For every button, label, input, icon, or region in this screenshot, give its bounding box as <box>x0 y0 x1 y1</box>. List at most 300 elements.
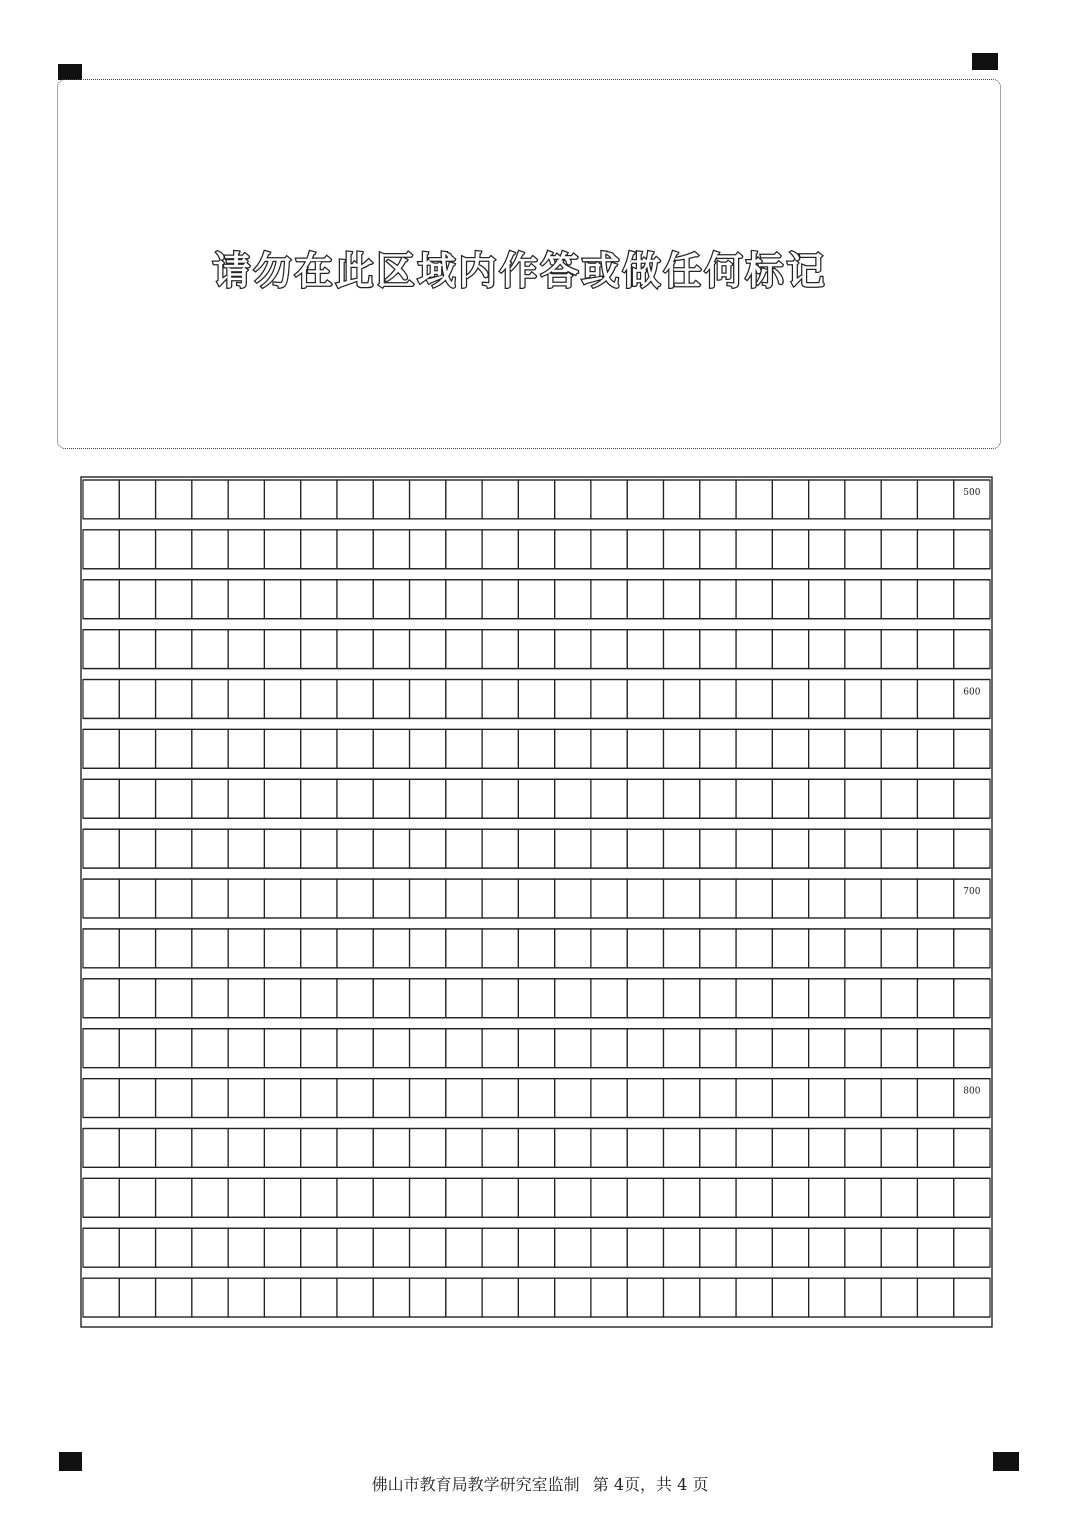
grid-cell[interactable] <box>555 1128 591 1167</box>
grid-cell[interactable] <box>482 1128 518 1167</box>
grid-cell[interactable] <box>809 530 845 569</box>
grid-cell[interactable] <box>228 1029 264 1068</box>
grid-cell[interactable] <box>591 1228 627 1267</box>
grid-cell[interactable] <box>192 729 228 768</box>
grid-cell[interactable] <box>772 1079 808 1118</box>
grid-cell[interactable] <box>83 1079 119 1118</box>
grid-cell[interactable] <box>663 580 699 619</box>
grid-cell[interactable] <box>119 879 155 918</box>
grid-cell[interactable] <box>881 1079 917 1118</box>
grid-cell[interactable] <box>192 1178 228 1217</box>
grid-cell[interactable] <box>663 1029 699 1068</box>
grid-cell[interactable] <box>156 1178 192 1217</box>
grid-cell[interactable] <box>736 879 772 918</box>
grid-cell[interactable] <box>591 1178 627 1217</box>
grid-cell[interactable] <box>555 1278 591 1317</box>
grid-cell[interactable] <box>917 779 953 818</box>
grid-cell[interactable] <box>772 630 808 669</box>
grid-cell[interactable] <box>736 1128 772 1167</box>
grid-cell[interactable] <box>555 1029 591 1068</box>
grid-cell[interactable] <box>663 1278 699 1317</box>
grid-cell[interactable] <box>555 480 591 519</box>
grid-cell[interactable] <box>627 1128 663 1167</box>
grid-cell[interactable] <box>772 1128 808 1167</box>
grid-cell[interactable] <box>736 630 772 669</box>
grid-cell[interactable] <box>410 1178 446 1217</box>
grid-cell[interactable] <box>809 879 845 918</box>
grid-cell[interactable] <box>555 929 591 968</box>
grid-cell[interactable] <box>845 879 881 918</box>
grid-cell[interactable] <box>809 829 845 868</box>
grid-cell[interactable] <box>373 929 409 968</box>
grid-cell[interactable] <box>83 680 119 719</box>
grid-cell[interactable] <box>663 1079 699 1118</box>
grid-cell[interactable] <box>156 729 192 768</box>
grid-cell[interactable] <box>917 979 953 1018</box>
grid-cell[interactable] <box>83 929 119 968</box>
grid-cell[interactable] <box>736 1079 772 1118</box>
grid-cell[interactable] <box>337 879 373 918</box>
grid-cell[interactable] <box>337 1278 373 1317</box>
grid-cell[interactable] <box>482 580 518 619</box>
grid-cell[interactable] <box>917 1029 953 1068</box>
grid-cell[interactable] <box>700 1278 736 1317</box>
grid-cell[interactable] <box>700 1079 736 1118</box>
grid-cell[interactable] <box>228 729 264 768</box>
grid-cell[interactable] <box>119 1178 155 1217</box>
grid-cell[interactable] <box>809 979 845 1018</box>
grid-cell[interactable] <box>736 729 772 768</box>
grid-cell[interactable] <box>410 729 446 768</box>
grid-cell[interactable] <box>228 1278 264 1317</box>
grid-cell[interactable] <box>627 829 663 868</box>
grid-cell[interactable] <box>446 1029 482 1068</box>
grid-cell[interactable] <box>736 1029 772 1068</box>
grid-cell[interactable] <box>917 580 953 619</box>
grid-cell[interactable] <box>410 929 446 968</box>
grid-cell[interactable] <box>772 979 808 1018</box>
grid-cell[interactable] <box>663 480 699 519</box>
grid-cell[interactable] <box>700 580 736 619</box>
grid-cell[interactable] <box>337 979 373 1018</box>
grid-cell[interactable] <box>337 729 373 768</box>
grid-cell[interactable] <box>446 979 482 1018</box>
grid-cell[interactable] <box>119 829 155 868</box>
grid-cell[interactable] <box>954 480 990 519</box>
grid-cell[interactable] <box>917 1278 953 1317</box>
grid-cell[interactable] <box>156 779 192 818</box>
grid-cell[interactable] <box>482 1228 518 1267</box>
grid-cell[interactable] <box>591 929 627 968</box>
grid-cell[interactable] <box>301 580 337 619</box>
grid-cell[interactable] <box>591 729 627 768</box>
grid-cell[interactable] <box>954 729 990 768</box>
grid-cell[interactable] <box>156 1278 192 1317</box>
grid-cell[interactable] <box>301 829 337 868</box>
grid-cell[interactable] <box>446 630 482 669</box>
grid-cell[interactable] <box>736 1228 772 1267</box>
grid-cell[interactable] <box>809 729 845 768</box>
grid-cell[interactable] <box>337 829 373 868</box>
grid-cell[interactable] <box>482 480 518 519</box>
grid-cell[interactable] <box>627 630 663 669</box>
grid-cell[interactable] <box>917 630 953 669</box>
grid-cell[interactable] <box>627 530 663 569</box>
grid-cell[interactable] <box>736 779 772 818</box>
grid-cell[interactable] <box>337 630 373 669</box>
grid-cell[interactable] <box>410 979 446 1018</box>
grid-cell[interactable] <box>591 630 627 669</box>
grid-cell[interactable] <box>555 1178 591 1217</box>
grid-cell[interactable] <box>156 979 192 1018</box>
grid-cell[interactable] <box>337 1079 373 1118</box>
grid-cell[interactable] <box>301 929 337 968</box>
grid-cell[interactable] <box>83 879 119 918</box>
grid-cell[interactable] <box>809 680 845 719</box>
grid-cell[interactable] <box>373 829 409 868</box>
grid-cell[interactable] <box>555 879 591 918</box>
grid-cell[interactable] <box>192 580 228 619</box>
grid-cell[interactable] <box>83 779 119 818</box>
grid-cell[interactable] <box>736 1278 772 1317</box>
grid-cell[interactable] <box>156 530 192 569</box>
grid-cell[interactable] <box>83 1278 119 1317</box>
grid-cell[interactable] <box>772 580 808 619</box>
grid-cell[interactable] <box>301 779 337 818</box>
grid-cell[interactable] <box>663 979 699 1018</box>
grid-cell[interactable] <box>591 480 627 519</box>
grid-cell[interactable] <box>482 829 518 868</box>
grid-cell[interactable] <box>373 979 409 1018</box>
grid-cell[interactable] <box>301 1278 337 1317</box>
grid-cell[interactable] <box>881 979 917 1018</box>
grid-cell[interactable] <box>83 530 119 569</box>
grid-cell[interactable] <box>954 1029 990 1068</box>
grid-cell[interactable] <box>845 1128 881 1167</box>
grid-cell[interactable] <box>736 580 772 619</box>
grid-cell[interactable] <box>809 1178 845 1217</box>
grid-cell[interactable] <box>119 680 155 719</box>
grid-cell[interactable] <box>156 829 192 868</box>
grid-cell[interactable] <box>192 979 228 1018</box>
grid-cell[interactable] <box>591 1128 627 1167</box>
grid-cell[interactable] <box>301 879 337 918</box>
grid-cell[interactable] <box>192 1278 228 1317</box>
grid-cell[interactable] <box>119 979 155 1018</box>
grid-cell[interactable] <box>156 1228 192 1267</box>
grid-cell[interactable] <box>410 879 446 918</box>
grid-cell[interactable] <box>410 580 446 619</box>
grid-cell[interactable] <box>119 929 155 968</box>
grid-cell[interactable] <box>954 1128 990 1167</box>
grid-cell[interactable] <box>228 480 264 519</box>
grid-cell[interactable] <box>700 729 736 768</box>
grid-cell[interactable] <box>482 879 518 918</box>
grid-cell[interactable] <box>518 1029 554 1068</box>
grid-cell[interactable] <box>627 729 663 768</box>
grid-cell[interactable] <box>119 530 155 569</box>
grid-cell[interactable] <box>700 829 736 868</box>
grid-cell[interactable] <box>119 1228 155 1267</box>
grid-cell[interactable] <box>881 630 917 669</box>
grid-cell[interactable] <box>264 1079 300 1118</box>
grid-cell[interactable] <box>119 1278 155 1317</box>
grid-cell[interactable] <box>373 1029 409 1068</box>
grid-cell[interactable] <box>809 1128 845 1167</box>
grid-cell[interactable] <box>700 779 736 818</box>
grid-cell[interactable] <box>264 979 300 1018</box>
grid-cell[interactable] <box>264 1029 300 1068</box>
grid-cell[interactable] <box>627 1029 663 1068</box>
grid-cell[interactable] <box>809 580 845 619</box>
grid-cell[interactable] <box>591 779 627 818</box>
grid-cell[interactable] <box>228 829 264 868</box>
grid-cell[interactable] <box>264 1178 300 1217</box>
grid-cell[interactable] <box>373 1079 409 1118</box>
grid-cell[interactable] <box>83 1228 119 1267</box>
grid-cell[interactable] <box>228 879 264 918</box>
grid-cell[interactable] <box>809 1278 845 1317</box>
grid-cell[interactable] <box>700 929 736 968</box>
grid-cell[interactable] <box>373 779 409 818</box>
grid-cell[interactable] <box>881 929 917 968</box>
grid-cell[interactable] <box>555 630 591 669</box>
grid-cell[interactable] <box>373 1128 409 1167</box>
grid-cell[interactable] <box>446 1228 482 1267</box>
grid-cell[interactable] <box>555 729 591 768</box>
grid-cell[interactable] <box>809 1029 845 1068</box>
grid-cell[interactable] <box>555 530 591 569</box>
grid-cell[interactable] <box>482 1278 518 1317</box>
grid-cell[interactable] <box>482 779 518 818</box>
grid-cell[interactable] <box>881 580 917 619</box>
grid-cell[interactable] <box>700 1178 736 1217</box>
grid-cell[interactable] <box>700 1128 736 1167</box>
grid-cell[interactable] <box>881 530 917 569</box>
grid-cell[interactable] <box>881 1278 917 1317</box>
grid-cell[interactable] <box>591 580 627 619</box>
grid-cell[interactable] <box>627 929 663 968</box>
grid-cell[interactable] <box>83 630 119 669</box>
grid-cell[interactable] <box>700 1029 736 1068</box>
grid-cell[interactable] <box>663 530 699 569</box>
grid-cell[interactable] <box>119 729 155 768</box>
grid-cell[interactable] <box>192 680 228 719</box>
grid-cell[interactable] <box>228 1228 264 1267</box>
grid-cell[interactable] <box>736 480 772 519</box>
grid-cell[interactable] <box>663 829 699 868</box>
grid-cell[interactable] <box>337 1178 373 1217</box>
grid-cell[interactable] <box>518 729 554 768</box>
grid-cell[interactable] <box>845 729 881 768</box>
grid-cell[interactable] <box>954 879 990 918</box>
grid-cell[interactable] <box>917 1178 953 1217</box>
grid-cell[interactable] <box>264 1128 300 1167</box>
grid-cell[interactable] <box>518 779 554 818</box>
grid-cell[interactable] <box>700 680 736 719</box>
grid-cell[interactable] <box>518 979 554 1018</box>
grid-cell[interactable] <box>954 929 990 968</box>
grid-cell[interactable] <box>156 1029 192 1068</box>
grid-cell[interactable] <box>410 1128 446 1167</box>
grid-cell[interactable] <box>301 1228 337 1267</box>
grid-cell[interactable] <box>156 1079 192 1118</box>
grid-cell[interactable] <box>555 1228 591 1267</box>
grid-cell[interactable] <box>591 1029 627 1068</box>
grid-cell[interactable] <box>446 879 482 918</box>
grid-cell[interactable] <box>809 1079 845 1118</box>
grid-cell[interactable] <box>156 680 192 719</box>
grid-cell[interactable] <box>446 1278 482 1317</box>
grid-cell[interactable] <box>373 630 409 669</box>
grid-cell[interactable] <box>555 1079 591 1118</box>
grid-cell[interactable] <box>555 680 591 719</box>
grid-cell[interactable] <box>446 929 482 968</box>
grid-cell[interactable] <box>954 829 990 868</box>
grid-cell[interactable] <box>410 829 446 868</box>
grid-cell[interactable] <box>518 879 554 918</box>
grid-cell[interactable] <box>917 929 953 968</box>
grid-cell[interactable] <box>301 530 337 569</box>
grid-cell[interactable] <box>446 680 482 719</box>
grid-cell[interactable] <box>192 779 228 818</box>
grid-cell[interactable] <box>772 1029 808 1068</box>
grid-cell[interactable] <box>627 1079 663 1118</box>
grid-cell[interactable] <box>119 1079 155 1118</box>
grid-cell[interactable] <box>373 480 409 519</box>
grid-cell[interactable] <box>301 1079 337 1118</box>
grid-cell[interactable] <box>264 929 300 968</box>
grid-cell[interactable] <box>845 829 881 868</box>
grid-cell[interactable] <box>772 879 808 918</box>
grid-cell[interactable] <box>410 480 446 519</box>
grid-cell[interactable] <box>301 729 337 768</box>
grid-cell[interactable] <box>736 680 772 719</box>
grid-cell[interactable] <box>772 929 808 968</box>
grid-cell[interactable] <box>482 1178 518 1217</box>
grid-cell[interactable] <box>917 1128 953 1167</box>
grid-cell[interactable] <box>518 630 554 669</box>
grid-cell[interactable] <box>192 929 228 968</box>
grid-cell[interactable] <box>627 879 663 918</box>
grid-cell[interactable] <box>83 1128 119 1167</box>
grid-cell[interactable] <box>373 580 409 619</box>
grid-cell[interactable] <box>301 480 337 519</box>
grid-cell[interactable] <box>518 680 554 719</box>
grid-cell[interactable] <box>881 879 917 918</box>
grid-cell[interactable] <box>881 729 917 768</box>
grid-cell[interactable] <box>446 729 482 768</box>
grid-cell[interactable] <box>337 1228 373 1267</box>
grid-cell[interactable] <box>301 1029 337 1068</box>
grid-cell[interactable] <box>446 1128 482 1167</box>
grid-cell[interactable] <box>954 580 990 619</box>
grid-cell[interactable] <box>663 879 699 918</box>
grid-cell[interactable] <box>518 530 554 569</box>
grid-cell[interactable] <box>446 1178 482 1217</box>
grid-cell[interactable] <box>301 630 337 669</box>
grid-cell[interactable] <box>83 480 119 519</box>
grid-cell[interactable] <box>228 680 264 719</box>
grid-cell[interactable] <box>954 630 990 669</box>
grid-cell[interactable] <box>373 680 409 719</box>
grid-cell[interactable] <box>954 1079 990 1118</box>
grid-cell[interactable] <box>119 630 155 669</box>
grid-cell[interactable] <box>264 680 300 719</box>
grid-cell[interactable] <box>809 1228 845 1267</box>
grid-cell[interactable] <box>627 779 663 818</box>
grid-cell[interactable] <box>156 1128 192 1167</box>
grid-cell[interactable] <box>301 979 337 1018</box>
grid-cell[interactable] <box>772 480 808 519</box>
grid-cell[interactable] <box>192 480 228 519</box>
grid-cell[interactable] <box>264 480 300 519</box>
grid-cell[interactable] <box>482 979 518 1018</box>
grid-cell[interactable] <box>264 580 300 619</box>
grid-cell[interactable] <box>228 630 264 669</box>
grid-cell[interactable] <box>700 979 736 1018</box>
grid-cell[interactable] <box>954 979 990 1018</box>
grid-cell[interactable] <box>772 1228 808 1267</box>
grid-cell[interactable] <box>772 680 808 719</box>
grid-cell[interactable] <box>555 779 591 818</box>
grid-cell[interactable] <box>119 580 155 619</box>
grid-cell[interactable] <box>518 1079 554 1118</box>
grid-cell[interactable] <box>119 1128 155 1167</box>
grid-cell[interactable] <box>954 530 990 569</box>
grid-cell[interactable] <box>482 680 518 719</box>
grid-cell[interactable] <box>736 829 772 868</box>
grid-cell[interactable] <box>264 779 300 818</box>
grid-cell[interactable] <box>881 1178 917 1217</box>
grid-cell[interactable] <box>119 779 155 818</box>
grid-cell[interactable] <box>845 630 881 669</box>
grid-cell[interactable] <box>555 979 591 1018</box>
grid-cell[interactable] <box>627 480 663 519</box>
grid-cell[interactable] <box>663 1128 699 1167</box>
grid-cell[interactable] <box>772 729 808 768</box>
grid-cell[interactable] <box>264 1228 300 1267</box>
grid-cell[interactable] <box>337 480 373 519</box>
grid-cell[interactable] <box>954 1178 990 1217</box>
grid-cell[interactable] <box>410 680 446 719</box>
grid-cell[interactable] <box>555 580 591 619</box>
grid-cell[interactable] <box>482 929 518 968</box>
grid-cell[interactable] <box>917 1079 953 1118</box>
grid-cell[interactable] <box>591 1079 627 1118</box>
grid-cell[interactable] <box>881 480 917 519</box>
grid-cell[interactable] <box>264 630 300 669</box>
grid-cell[interactable] <box>845 1079 881 1118</box>
grid-cell[interactable] <box>337 530 373 569</box>
grid-cell[interactable] <box>809 779 845 818</box>
grid-cell[interactable] <box>700 530 736 569</box>
grid-cell[interactable] <box>809 929 845 968</box>
grid-cell[interactable] <box>881 829 917 868</box>
grid-cell[interactable] <box>663 1228 699 1267</box>
grid-cell[interactable] <box>881 779 917 818</box>
grid-cell[interactable] <box>917 480 953 519</box>
grid-cell[interactable] <box>627 580 663 619</box>
grid-cell[interactable] <box>373 879 409 918</box>
grid-cell[interactable] <box>83 1178 119 1217</box>
grid-cell[interactable] <box>410 530 446 569</box>
grid-cell[interactable] <box>881 1029 917 1068</box>
grid-cell[interactable] <box>156 879 192 918</box>
grid-cell[interactable] <box>627 979 663 1018</box>
grid-cell[interactable] <box>156 929 192 968</box>
grid-cell[interactable] <box>228 530 264 569</box>
